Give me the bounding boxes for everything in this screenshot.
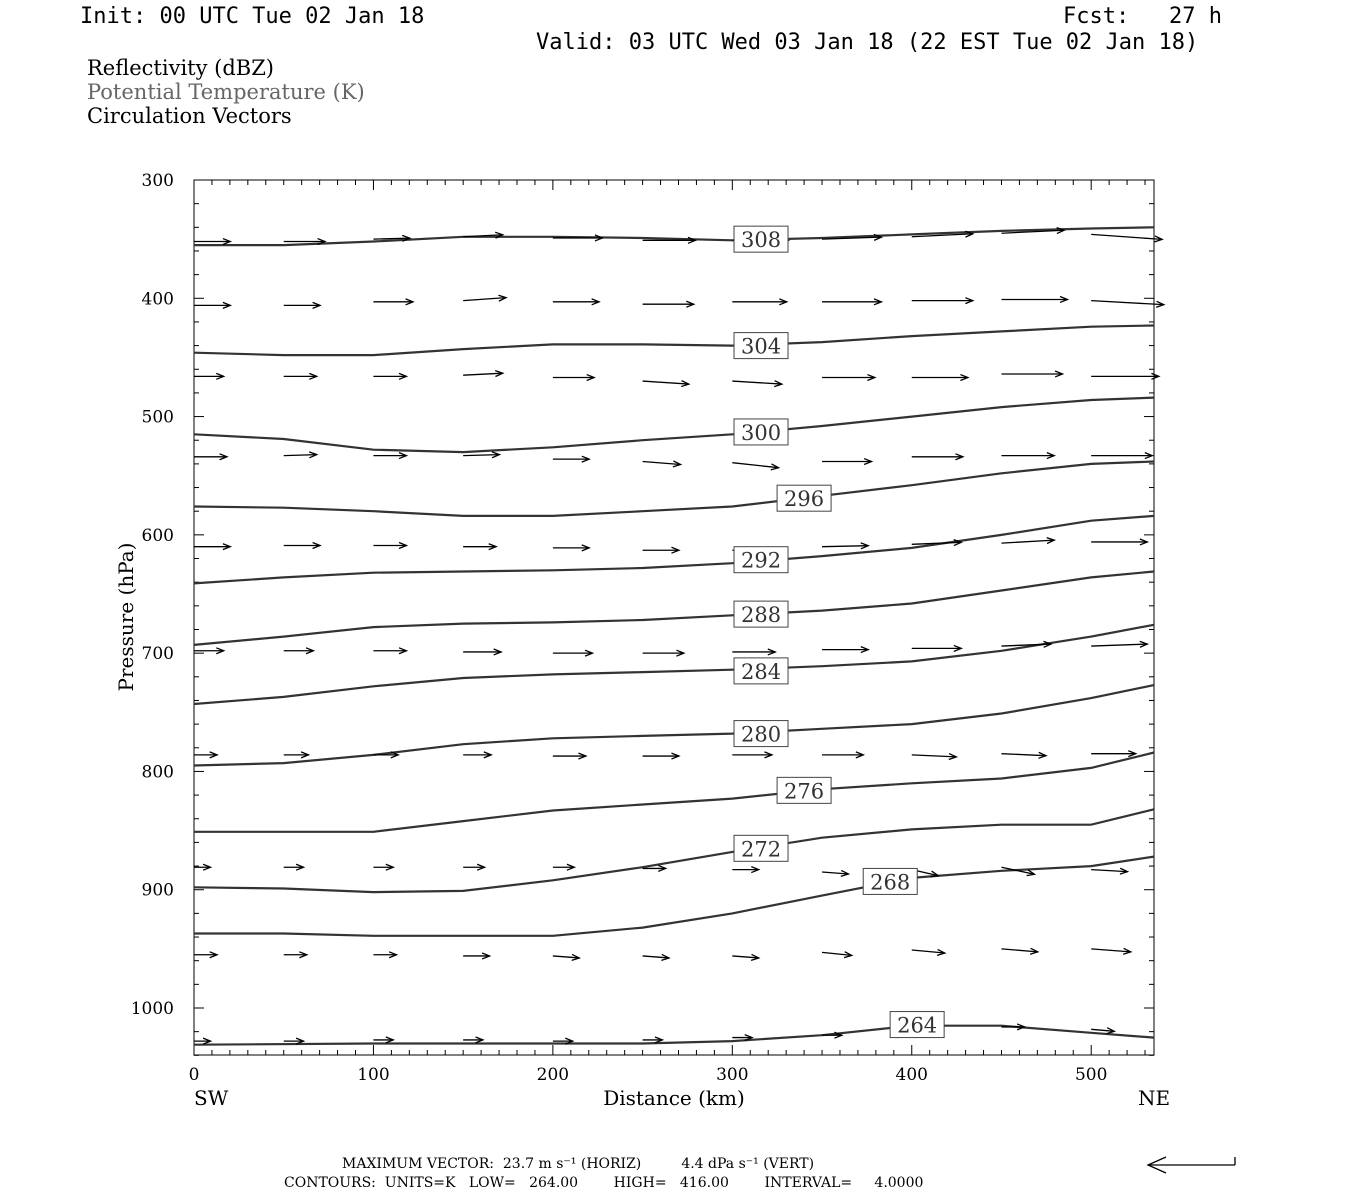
contour-label-264: 264: [897, 1013, 938, 1038]
contour-label-276: 276: [784, 779, 825, 804]
contour-label-300: 300: [740, 420, 782, 445]
y-tick-label: 500: [141, 407, 174, 428]
contour-label-292: 292: [740, 548, 782, 573]
circulation-vector: [463, 455, 499, 456]
contour-label-304: 304: [740, 334, 782, 359]
circulation-vector: [822, 546, 868, 547]
theta-contour-300: [194, 398, 1154, 453]
y-tick-label: 700: [141, 644, 174, 665]
legend-potential-temperature: Potential Temperature (K): [87, 80, 365, 104]
theta-contour-276: [194, 753, 1154, 832]
x-tick-label: 500: [1074, 1065, 1108, 1085]
y-tick-label: 900: [141, 880, 174, 901]
theta-contour-264: [194, 1026, 1154, 1045]
theta-contour-308: [194, 227, 1154, 245]
x-axis-label: Distance (km): [603, 1086, 745, 1110]
circulation-vector: [732, 381, 782, 384]
y-tick-label: 800: [141, 762, 174, 783]
circulation-vector: [643, 381, 689, 384]
y-tick-label: 1000: [130, 999, 174, 1019]
circulation-vector: [1001, 540, 1054, 543]
x-tick-label: 100: [357, 1065, 390, 1085]
contour-label-272: 272: [740, 837, 782, 862]
x-tick-label: 300: [716, 1065, 749, 1085]
circulation-vector: [912, 755, 957, 757]
contour-label-288: 288: [740, 603, 782, 628]
legend-reflectivity: Reflectivity (dBZ): [87, 56, 275, 80]
max-vector-note: MAXIMUM VECTOR: 23.7 m s⁻¹ (HORIZ) 4.4 dPa s⁻¹ (VERT): [342, 1156, 815, 1172]
circulation-vector: [1091, 234, 1162, 239]
contour-label-308: 308: [740, 228, 782, 253]
theta-contour-284: [194, 625, 1154, 704]
y-tick-label: 600: [141, 525, 174, 546]
circulation-vector: [284, 455, 317, 456]
circulation-vector: [1091, 644, 1147, 646]
circulation-vector: [732, 463, 778, 468]
circulation-vector: [1091, 870, 1127, 872]
theta-contour-296: [194, 462, 1154, 516]
contour-info: CONTOURS: UNITS=K LOW= 264.00 HIGH= 416.00 INTERVAL= 4.0000: [284, 1175, 924, 1191]
theta-contour-304: [194, 326, 1154, 356]
forecast-hour: Fcst: 27 h: [1063, 4, 1222, 29]
theta-contour-272: [194, 809, 1154, 895]
x-tick-label: 0: [188, 1065, 200, 1085]
legend-circulation-vectors: Circulation Vectors: [87, 104, 292, 128]
init-time: Init: 00 UTC Tue 02 Jan 18: [80, 4, 425, 29]
theta-contour-288: [194, 572, 1154, 645]
y-tick-label: 400: [141, 289, 174, 310]
contour-label-280: 280: [740, 722, 782, 747]
x-tick-label: 400: [895, 1065, 928, 1085]
contour-label-268: 268: [870, 870, 911, 895]
circulation-vector: [1091, 301, 1164, 305]
contour-label-296: 296: [784, 487, 825, 512]
x-end-label-ne: NE: [1137, 1086, 1171, 1110]
circulation-vector: [463, 373, 503, 375]
circulation-vector: [1001, 754, 1046, 756]
x-end-label-sw: SW: [194, 1086, 229, 1110]
contour-label-284: 284: [740, 659, 782, 684]
x-tick-label: 200: [536, 1065, 570, 1085]
y-axis-label: Pressure (hPa): [114, 542, 138, 692]
valid-time: Valid: 03 UTC Wed 03 Jan 18 (22 EST Tue 02 Jan 18): [536, 30, 1199, 55]
y-tick-label: 300: [141, 171, 174, 191]
